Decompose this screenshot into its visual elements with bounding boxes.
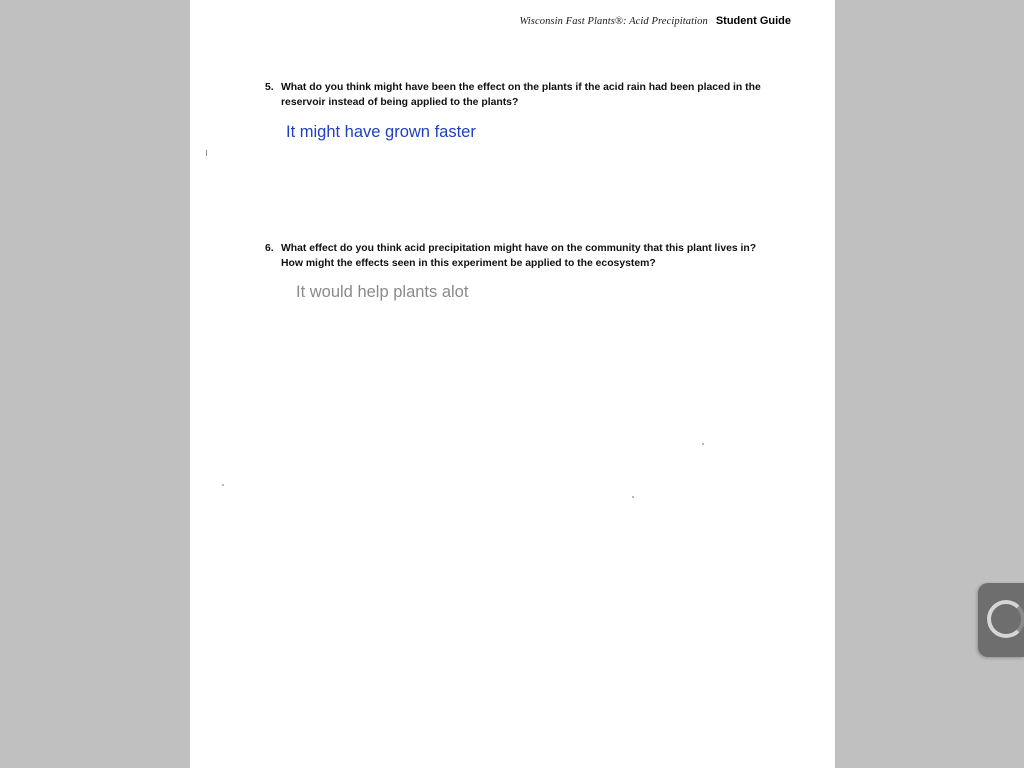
question-6-text: What effect do you think acid precipitation might have on the community that this plant lives in? How might the effects seen in this experiment be applied to the ecosystem? [281,243,757,269]
answer-6[interactable]: It would help plants alot [296,283,469,301]
question-5-number: 5. [265,82,274,93]
question-6 [265,241,775,271]
rotate-control-dock[interactable] [978,583,1024,657]
page-artifact [702,443,704,445]
question-5-text: What do you think might have been the effect on the plants if the acid rain had been placed in the reservoir instead of being applied to the plants? [281,82,761,108]
document-page [190,0,835,768]
answer-5[interactable]: It might have grown faster [286,123,476,141]
question-5 [265,80,765,110]
header-title-bold: Student Guide [715,15,791,27]
page-header [519,12,791,28]
question-6-number: 6. [265,243,274,254]
page-artifact [222,484,224,486]
header-title-italic: Wisconsin Fast Plants®: Acid Precipitation [519,16,708,27]
page-artifact [206,150,207,156]
page-artifact [632,496,634,498]
rotate-knob-icon[interactable] [987,600,1024,638]
